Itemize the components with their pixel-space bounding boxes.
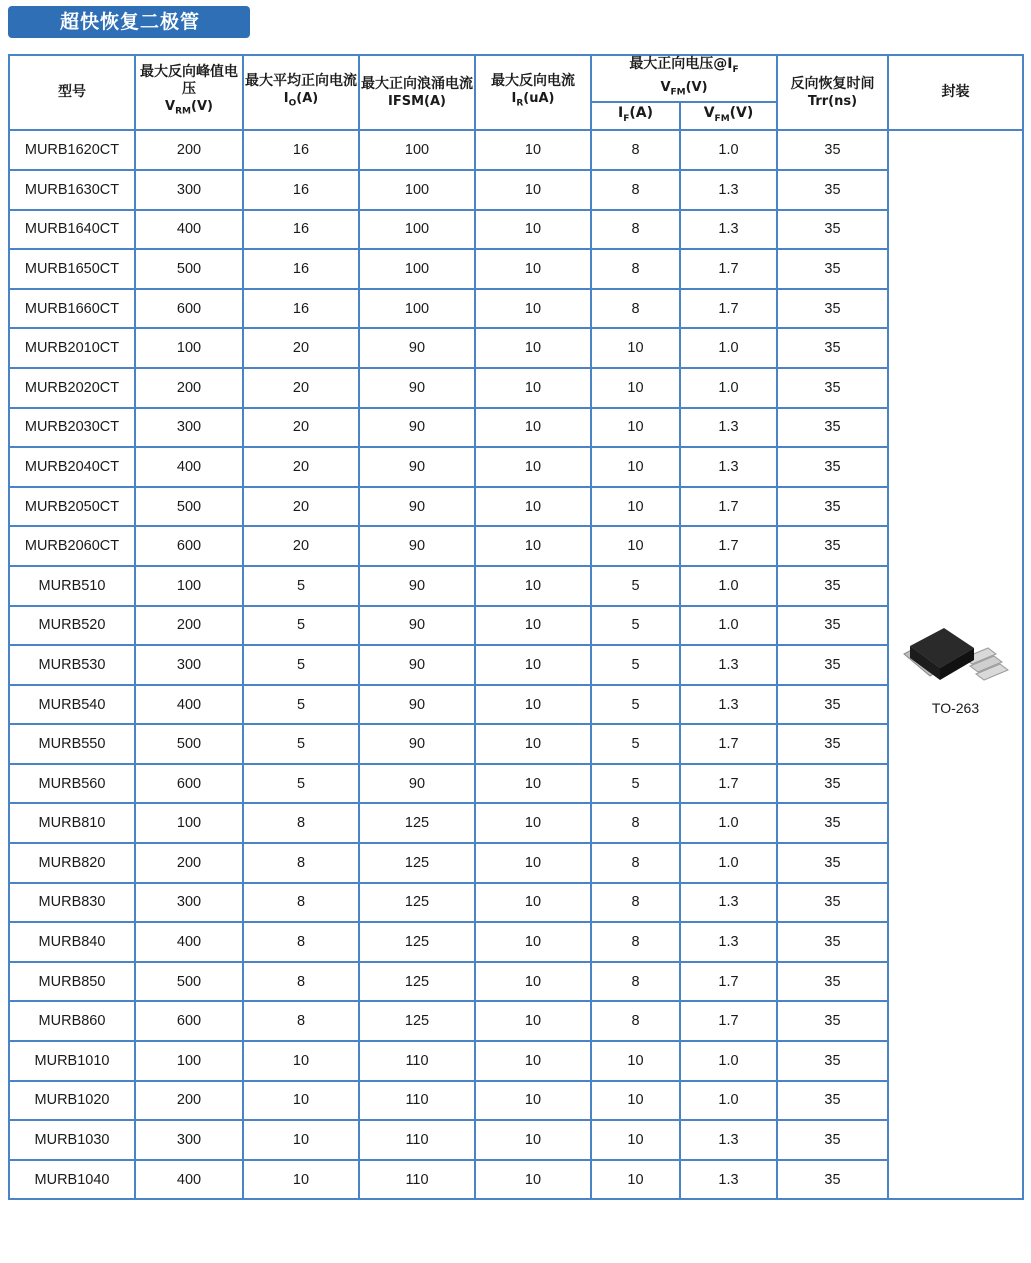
cell-vrm: 300	[135, 408, 243, 448]
cell-model: MURB850	[9, 962, 135, 1002]
cell-ifsm: 125	[359, 883, 475, 923]
cell-vrm: 200	[135, 368, 243, 408]
header-ir: 最大反向电流 $I_R(uA)$	[475, 55, 591, 130]
cell-ifsm: 100	[359, 249, 475, 289]
table-row	[9, 962, 1023, 1002]
cell-vfm: 1.0	[680, 1081, 777, 1121]
cell-model: MURB1010	[9, 1041, 135, 1081]
cell-vfm: 1.0	[680, 606, 777, 646]
cell-io: 8	[243, 803, 359, 843]
cell-model: MURB860	[9, 1001, 135, 1041]
cell-trr: 35	[777, 368, 888, 408]
cell-trr: 35	[777, 645, 888, 685]
cell-io: 10	[243, 1081, 359, 1121]
cell-ir: 10	[475, 1001, 591, 1041]
cell-io: 8	[243, 883, 359, 923]
cell-vfm: 1.7	[680, 962, 777, 1002]
cell-ir: 10	[475, 1160, 591, 1200]
cell-trr: 35	[777, 724, 888, 764]
cell-vfm: 1.3	[680, 408, 777, 448]
cell-io: 5	[243, 606, 359, 646]
table-row	[9, 1120, 1023, 1160]
cell-ifsm: 125	[359, 922, 475, 962]
cell-trr: 35	[777, 170, 888, 210]
cell-vfm: 1.7	[680, 1001, 777, 1041]
table-row	[9, 130, 1023, 170]
table-row	[9, 566, 1023, 606]
cell-ifsm: 90	[359, 724, 475, 764]
cell-io: 16	[243, 170, 359, 210]
cell-ir: 10	[475, 764, 591, 804]
cell-if: 10	[591, 1041, 680, 1081]
cell-ifsm: 90	[359, 368, 475, 408]
cell-package	[888, 130, 1023, 1199]
cell-vrm: 100	[135, 803, 243, 843]
cell-ifsm: 90	[359, 685, 475, 725]
cell-if: 5	[591, 685, 680, 725]
cell-model: MURB560	[9, 764, 135, 804]
cell-model: MURB2040CT	[9, 447, 135, 487]
cell-io: 5	[243, 645, 359, 685]
cell-vrm: 400	[135, 685, 243, 725]
table-row	[9, 408, 1023, 448]
cell-ifsm: 125	[359, 843, 475, 883]
cell-if: 8	[591, 883, 680, 923]
table-row	[9, 922, 1023, 962]
cell-if: 10	[591, 526, 680, 566]
cell-ir: 10	[475, 922, 591, 962]
package-figure	[889, 614, 1022, 716]
cell-ifsm: 90	[359, 487, 475, 527]
cell-ir: 10	[475, 289, 591, 329]
cell-vrm: 500	[135, 962, 243, 1002]
cell-model: MURB1650CT	[9, 249, 135, 289]
table-row	[9, 170, 1023, 210]
cell-ir: 10	[475, 1081, 591, 1121]
table-row	[9, 1041, 1023, 1081]
cell-vrm: 400	[135, 922, 243, 962]
cell-if: 10	[591, 368, 680, 408]
cell-ifsm: 90	[359, 566, 475, 606]
cell-trr: 35	[777, 764, 888, 804]
cell-vfm: 1.0	[680, 130, 777, 170]
cell-model: MURB1660CT	[9, 289, 135, 329]
cell-ifsm: 100	[359, 289, 475, 329]
cell-if: 5	[591, 566, 680, 606]
cell-trr: 35	[777, 130, 888, 170]
cell-model: MURB540	[9, 685, 135, 725]
cell-io: 8	[243, 922, 359, 962]
cell-vfm: 1.7	[680, 249, 777, 289]
cell-io: 5	[243, 764, 359, 804]
cell-io: 8	[243, 1001, 359, 1041]
cell-model: MURB1040	[9, 1160, 135, 1200]
cell-model: MURB520	[9, 606, 135, 646]
cell-ir: 10	[475, 724, 591, 764]
cell-trr: 35	[777, 566, 888, 606]
cell-if: 8	[591, 170, 680, 210]
cell-vrm: 100	[135, 566, 243, 606]
header-io: 最大平均正向电流 $I_O(A)$	[243, 55, 359, 130]
cell-if: 10	[591, 408, 680, 448]
cell-model: MURB1640CT	[9, 210, 135, 250]
cell-model: MURB550	[9, 724, 135, 764]
cell-trr: 35	[777, 249, 888, 289]
cell-model: MURB840	[9, 922, 135, 962]
cell-vfm: 1.3	[680, 883, 777, 923]
cell-if: 8	[591, 1001, 680, 1041]
header-ifsm: 最大正向浪涌电流 IFSM(A)	[359, 55, 475, 130]
cell-vrm: 100	[135, 1041, 243, 1081]
cell-ifsm: 125	[359, 803, 475, 843]
cell-ir: 10	[475, 606, 591, 646]
cell-vrm: 300	[135, 1120, 243, 1160]
cell-trr: 35	[777, 328, 888, 368]
cell-if: 8	[591, 922, 680, 962]
cell-trr: 35	[777, 1081, 888, 1121]
cell-if: 10	[591, 328, 680, 368]
cell-trr: 35	[777, 922, 888, 962]
cell-ir: 10	[475, 962, 591, 1002]
cell-io: 16	[243, 210, 359, 250]
cell-ifsm: 90	[359, 526, 475, 566]
cell-if: 8	[591, 210, 680, 250]
table-row	[9, 487, 1023, 527]
cell-vrm: 600	[135, 526, 243, 566]
cell-ifsm: 110	[359, 1120, 475, 1160]
table-row	[9, 526, 1023, 566]
cell-ifsm: 125	[359, 962, 475, 1002]
cell-vrm: 600	[135, 289, 243, 329]
cell-model: MURB810	[9, 803, 135, 843]
cell-if: 10	[591, 1081, 680, 1121]
to263-package-icon	[900, 614, 1012, 694]
cell-trr: 35	[777, 210, 888, 250]
cell-if: 8	[591, 843, 680, 883]
cell-ir: 10	[475, 487, 591, 527]
cell-ir: 10	[475, 170, 591, 210]
cell-ir: 10	[475, 685, 591, 725]
cell-io: 20	[243, 487, 359, 527]
cell-ir: 10	[475, 843, 591, 883]
table-row	[9, 210, 1023, 250]
cell-ir: 10	[475, 645, 591, 685]
cell-vrm: 100	[135, 328, 243, 368]
cell-ifsm: 90	[359, 764, 475, 804]
cell-io: 16	[243, 289, 359, 329]
cell-model: MURB530	[9, 645, 135, 685]
cell-vrm: 300	[135, 170, 243, 210]
diode-spec-table	[8, 54, 1024, 1200]
cell-model: MURB510	[9, 566, 135, 606]
cell-vfm: 1.3	[680, 170, 777, 210]
cell-io: 5	[243, 724, 359, 764]
cell-if: 8	[591, 130, 680, 170]
cell-ifsm: 125	[359, 1001, 475, 1041]
cell-model: MURB1630CT	[9, 170, 135, 210]
cell-model: MURB2050CT	[9, 487, 135, 527]
cell-ir: 10	[475, 210, 591, 250]
cell-vfm: 1.3	[680, 1120, 777, 1160]
cell-trr: 35	[777, 1041, 888, 1081]
table-row	[9, 606, 1023, 646]
cell-vrm: 200	[135, 1081, 243, 1121]
cell-io: 8	[243, 843, 359, 883]
cell-trr: 35	[777, 962, 888, 1002]
table-row	[9, 883, 1023, 923]
cell-ir: 10	[475, 328, 591, 368]
cell-vfm: 1.3	[680, 210, 777, 250]
table-row	[9, 249, 1023, 289]
cell-ifsm: 110	[359, 1160, 475, 1200]
cell-io: 20	[243, 368, 359, 408]
cell-ifsm: 90	[359, 606, 475, 646]
table-row	[9, 685, 1023, 725]
cell-vfm: 1.3	[680, 685, 777, 725]
cell-ir: 10	[475, 883, 591, 923]
cell-io: 20	[243, 328, 359, 368]
table-row	[9, 328, 1023, 368]
cell-io: 20	[243, 526, 359, 566]
cell-ifsm: 100	[359, 130, 475, 170]
cell-vrm: 200	[135, 606, 243, 646]
cell-if: 10	[591, 1160, 680, 1200]
cell-trr: 35	[777, 1001, 888, 1041]
cell-trr: 35	[777, 803, 888, 843]
cell-model: MURB1620CT	[9, 130, 135, 170]
cell-io: 16	[243, 249, 359, 289]
cell-if: 8	[591, 803, 680, 843]
cell-if: 5	[591, 764, 680, 804]
cell-io: 5	[243, 685, 359, 725]
cell-vfm: 1.0	[680, 1041, 777, 1081]
table-row	[9, 1001, 1023, 1041]
cell-vrm: 200	[135, 843, 243, 883]
cell-if: 8	[591, 962, 680, 1002]
cell-trr: 35	[777, 1120, 888, 1160]
cell-vfm: 1.7	[680, 289, 777, 329]
cell-vrm: 400	[135, 210, 243, 250]
cell-if: 10	[591, 1120, 680, 1160]
cell-ir: 10	[475, 1041, 591, 1081]
cell-model: MURB2060CT	[9, 526, 135, 566]
cell-vrm: 500	[135, 487, 243, 527]
table-row	[9, 764, 1023, 804]
cell-trr: 35	[777, 606, 888, 646]
cell-ir: 10	[475, 803, 591, 843]
cell-vfm: 1.0	[680, 803, 777, 843]
cell-ir: 10	[475, 130, 591, 170]
cell-ir: 10	[475, 249, 591, 289]
table-body	[9, 130, 1023, 1199]
cell-vfm: 1.3	[680, 645, 777, 685]
cell-trr: 35	[777, 883, 888, 923]
table-row	[9, 447, 1023, 487]
table-row	[9, 843, 1023, 883]
cell-vrm: 500	[135, 724, 243, 764]
cell-vrm: 300	[135, 883, 243, 923]
cell-vfm: 1.0	[680, 843, 777, 883]
page-title: 超快恢复二极管	[8, 6, 250, 38]
cell-model: MURB2030CT	[9, 408, 135, 448]
cell-io: 16	[243, 130, 359, 170]
cell-vrm: 400	[135, 447, 243, 487]
cell-vrm: 400	[135, 1160, 243, 1200]
cell-ir: 10	[475, 526, 591, 566]
cell-ifsm: 90	[359, 447, 475, 487]
cell-vfm: 1.7	[680, 487, 777, 527]
header-vfm: $V_{FM}(V)$	[680, 102, 777, 130]
cell-if: 10	[591, 447, 680, 487]
header-package: 封装	[888, 55, 1023, 130]
cell-ifsm: 110	[359, 1081, 475, 1121]
package-label: TO-263	[931, 699, 980, 716]
cell-io: 8	[243, 962, 359, 1002]
cell-ifsm: 110	[359, 1041, 475, 1081]
header-vrm: 最大反向峰值电压 $V_{RM}(V)$	[135, 55, 243, 130]
cell-io: 5	[243, 566, 359, 606]
cell-ir: 10	[475, 447, 591, 487]
cell-vrm: 500	[135, 249, 243, 289]
cell-trr: 35	[777, 685, 888, 725]
cell-vfm: 1.0	[680, 566, 777, 606]
cell-ifsm: 100	[359, 170, 475, 210]
cell-io: 20	[243, 408, 359, 448]
cell-trr: 35	[777, 408, 888, 448]
cell-model: MURB2010CT	[9, 328, 135, 368]
cell-trr: 35	[777, 289, 888, 329]
header-model: 型号	[9, 55, 135, 130]
cell-ir: 10	[475, 408, 591, 448]
header-trr: 反向恢复时间 Trr(ns)	[777, 55, 888, 130]
cell-ir: 10	[475, 1120, 591, 1160]
cell-ir: 10	[475, 566, 591, 606]
cell-vfm: 1.7	[680, 724, 777, 764]
cell-if: 5	[591, 606, 680, 646]
cell-vrm: 200	[135, 130, 243, 170]
cell-model: MURB2020CT	[9, 368, 135, 408]
cell-ifsm: 90	[359, 408, 475, 448]
cell-vfm: 1.7	[680, 526, 777, 566]
cell-model: MURB1030	[9, 1120, 135, 1160]
cell-vrm: 300	[135, 645, 243, 685]
cell-model: MURB830	[9, 883, 135, 923]
cell-vfm: 1.7	[680, 764, 777, 804]
cell-if: 5	[591, 724, 680, 764]
table-row	[9, 724, 1023, 764]
cell-trr: 35	[777, 487, 888, 527]
cell-vfm: 1.3	[680, 922, 777, 962]
cell-if: 5	[591, 645, 680, 685]
cell-vfm: 1.3	[680, 1160, 777, 1200]
cell-io: 10	[243, 1041, 359, 1081]
cell-model: MURB1020	[9, 1081, 135, 1121]
cell-trr: 35	[777, 843, 888, 883]
cell-io: 10	[243, 1160, 359, 1200]
cell-if: 10	[591, 487, 680, 527]
cell-trr: 35	[777, 1160, 888, 1200]
table-row	[9, 1081, 1023, 1121]
cell-ifsm: 90	[359, 645, 475, 685]
cell-ifsm: 100	[359, 210, 475, 250]
cell-if: 8	[591, 249, 680, 289]
header-vfm-group: 最大正向电压$@I_F$ $V_{FM}(V)$	[591, 55, 777, 102]
table-row	[9, 1160, 1023, 1200]
cell-ir: 10	[475, 368, 591, 408]
cell-vfm: 1.3	[680, 447, 777, 487]
cell-trr: 35	[777, 526, 888, 566]
table-row	[9, 645, 1023, 685]
cell-vfm: 1.0	[680, 368, 777, 408]
cell-vrm: 600	[135, 764, 243, 804]
cell-vrm: 600	[135, 1001, 243, 1041]
cell-ifsm: 90	[359, 328, 475, 368]
cell-trr: 35	[777, 447, 888, 487]
table-row	[9, 803, 1023, 843]
cell-if: 8	[591, 289, 680, 329]
table-row	[9, 289, 1023, 329]
cell-io: 20	[243, 447, 359, 487]
header-if: $I_F(A)$	[591, 102, 680, 130]
cell-model: MURB820	[9, 843, 135, 883]
cell-io: 10	[243, 1120, 359, 1160]
table-row	[9, 368, 1023, 408]
cell-vfm: 1.0	[680, 328, 777, 368]
